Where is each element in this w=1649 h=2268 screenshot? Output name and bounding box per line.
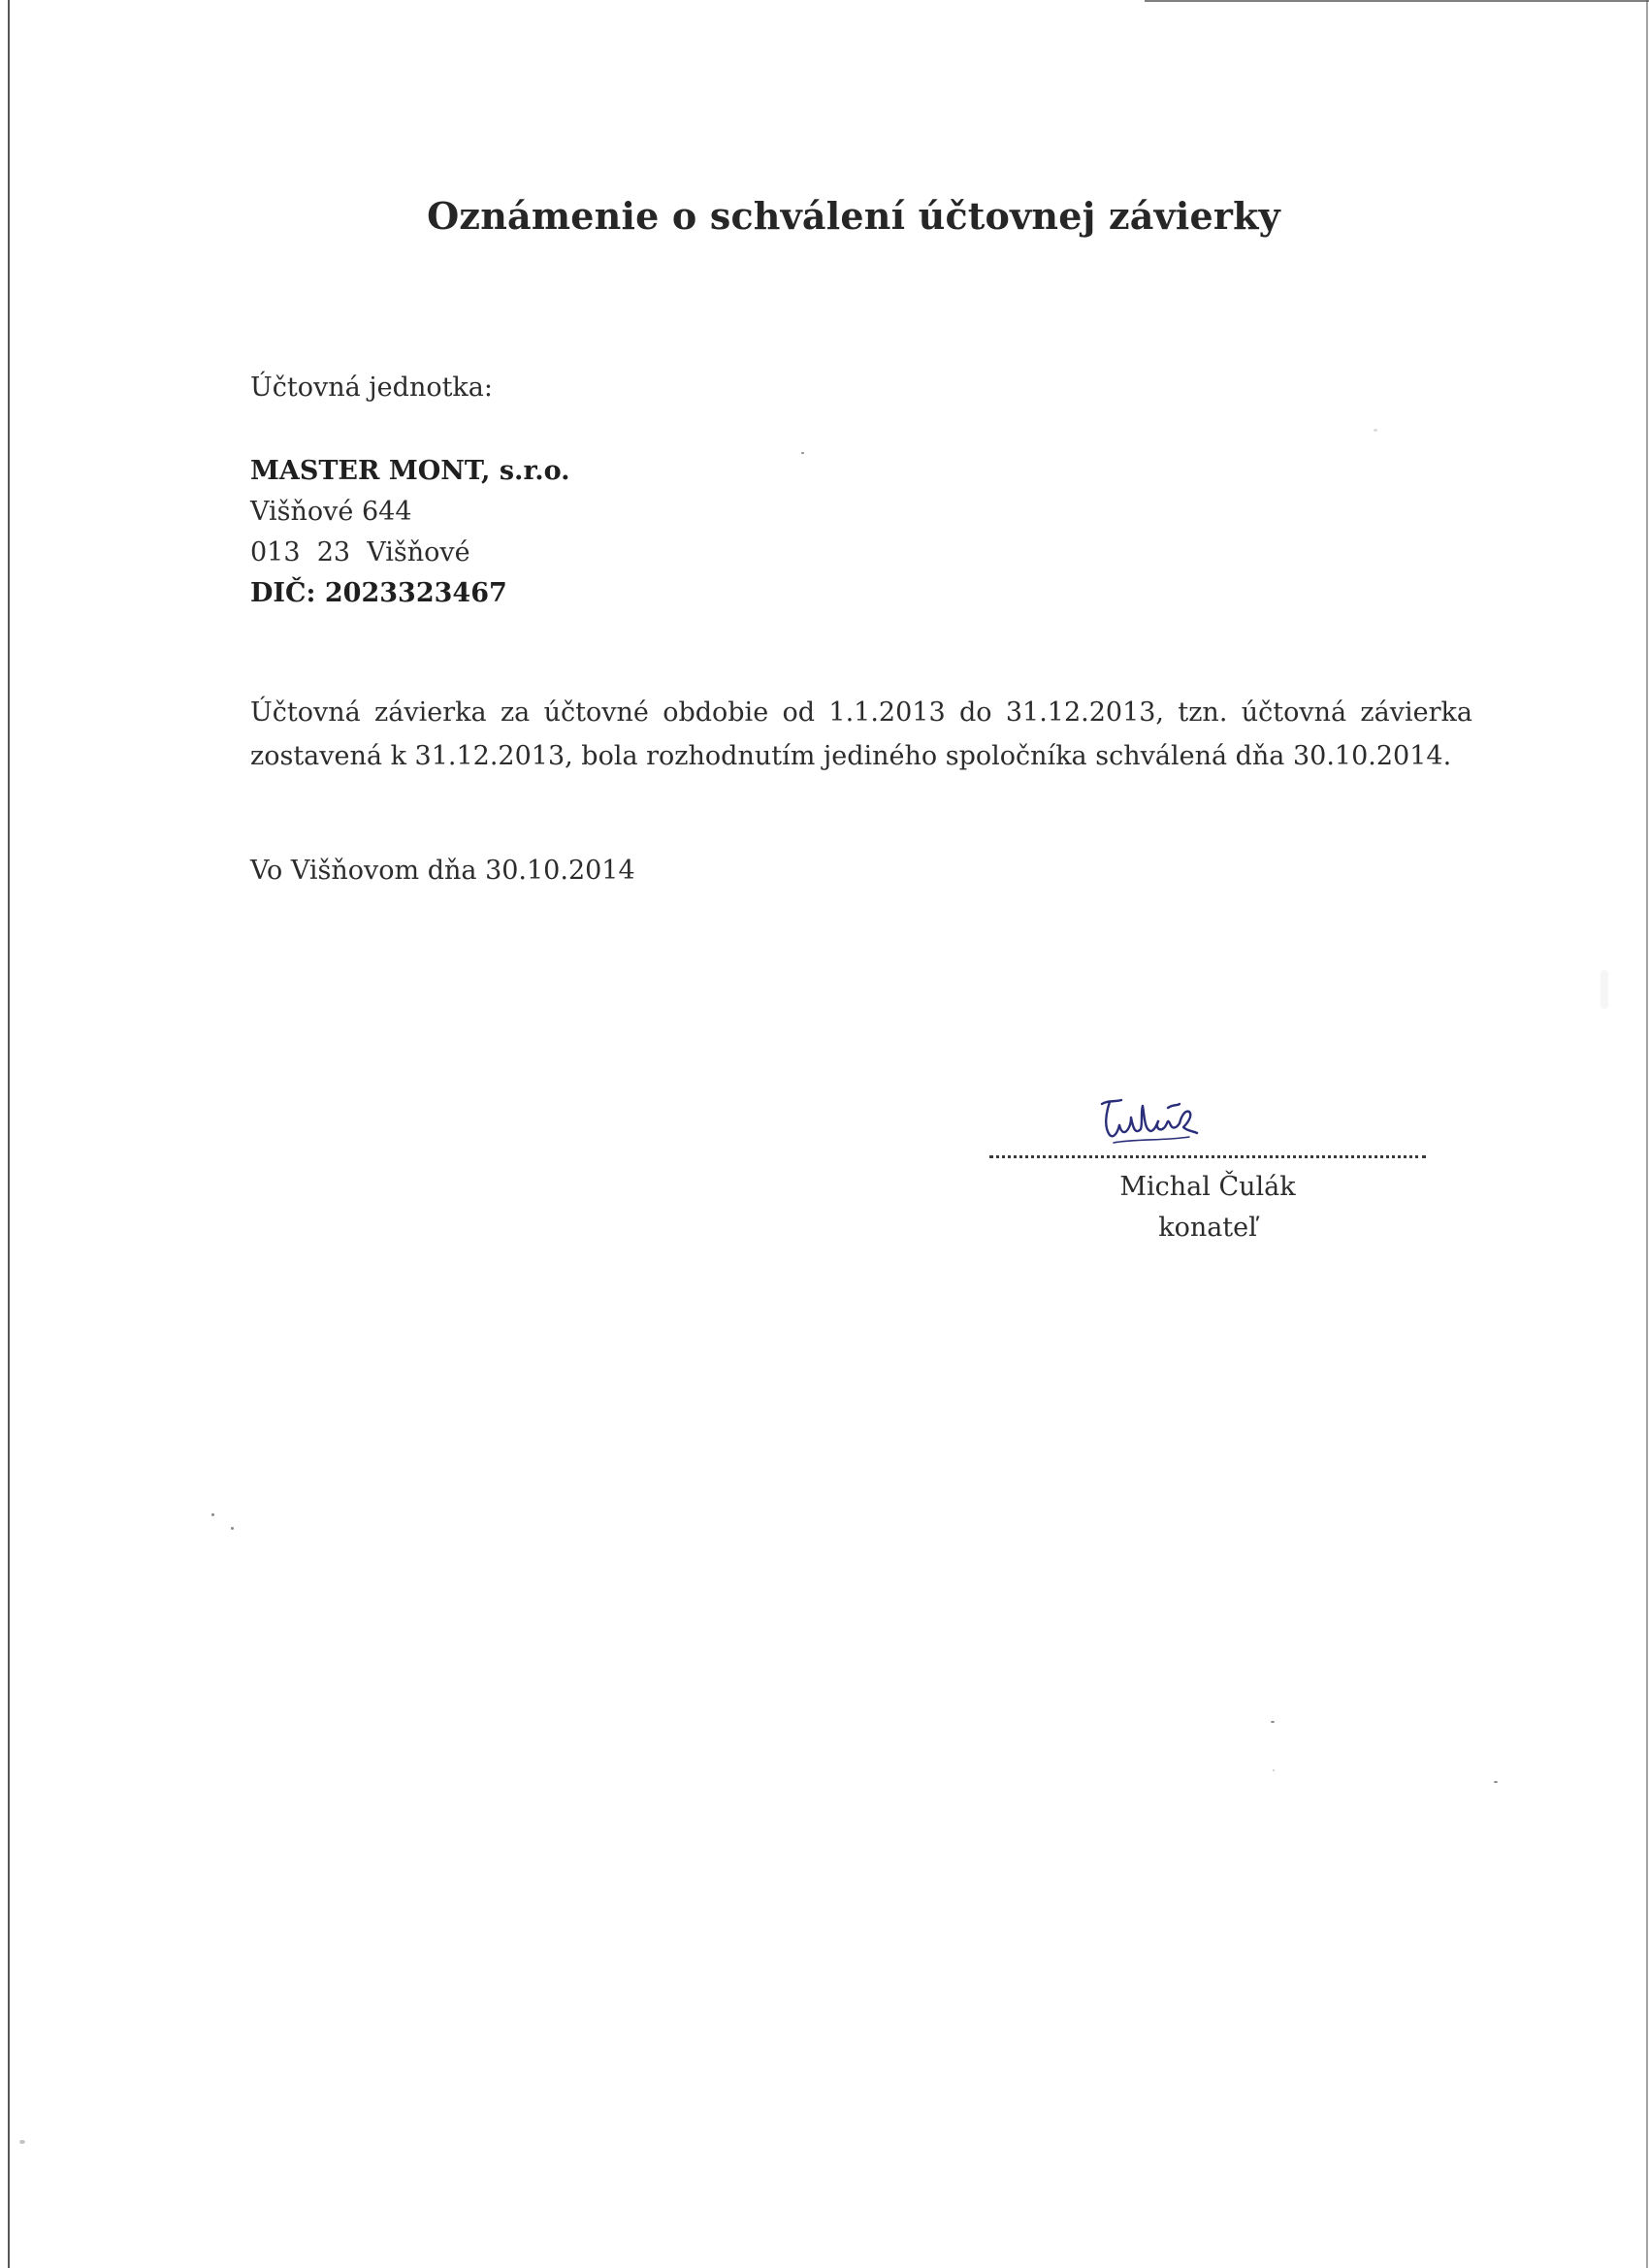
- signatory-name: Michal Čulák: [1119, 1172, 1296, 1202]
- entity-street: Višňové 644: [250, 497, 412, 527]
- entity-name: MASTER MONT, s.r.o.: [250, 456, 570, 486]
- scan-speck: [231, 1527, 234, 1530]
- entity-tax-id: DIČ: 2023323467: [250, 578, 507, 608]
- scan-edge-right: [1646, 0, 1648, 2268]
- handwritten-signature: [1096, 1094, 1203, 1154]
- entity-city: 013 23 Višňové: [250, 537, 470, 567]
- scan-speck: [1273, 1769, 1275, 1771]
- scan-speck: [801, 452, 804, 454]
- scan-speck: [1494, 1781, 1498, 1783]
- scan-speck: [211, 1513, 214, 1516]
- scan-speck: [1374, 429, 1377, 432]
- body-paragraph: Účtovná závierka za účtovné obdobie od 1.1.2013 do 31.12.2013, tzn. účtovná závierka zostavená k 31.12.2013, bola rozhodnutím jediného spoločníka schválená dňa 30.10.2014.: [250, 697, 1472, 771]
- signature-line: [989, 1155, 1426, 1158]
- document-title: Oznámenie o schválení účtovnej závierky: [427, 194, 1280, 238]
- scan-speck: [19, 2140, 25, 2144]
- scan-edge-top: [1145, 0, 1649, 2]
- scan-edge-left: [8, 0, 10, 2268]
- signatory-role: konateľ: [1158, 1213, 1257, 1243]
- place-date: Vo Višňovom dňa 30.10.2014: [250, 856, 635, 886]
- scan-speck: [1271, 1721, 1275, 1723]
- scan-speck: [1600, 970, 1608, 1009]
- entity-label: Účtovná jednotka:: [250, 373, 493, 403]
